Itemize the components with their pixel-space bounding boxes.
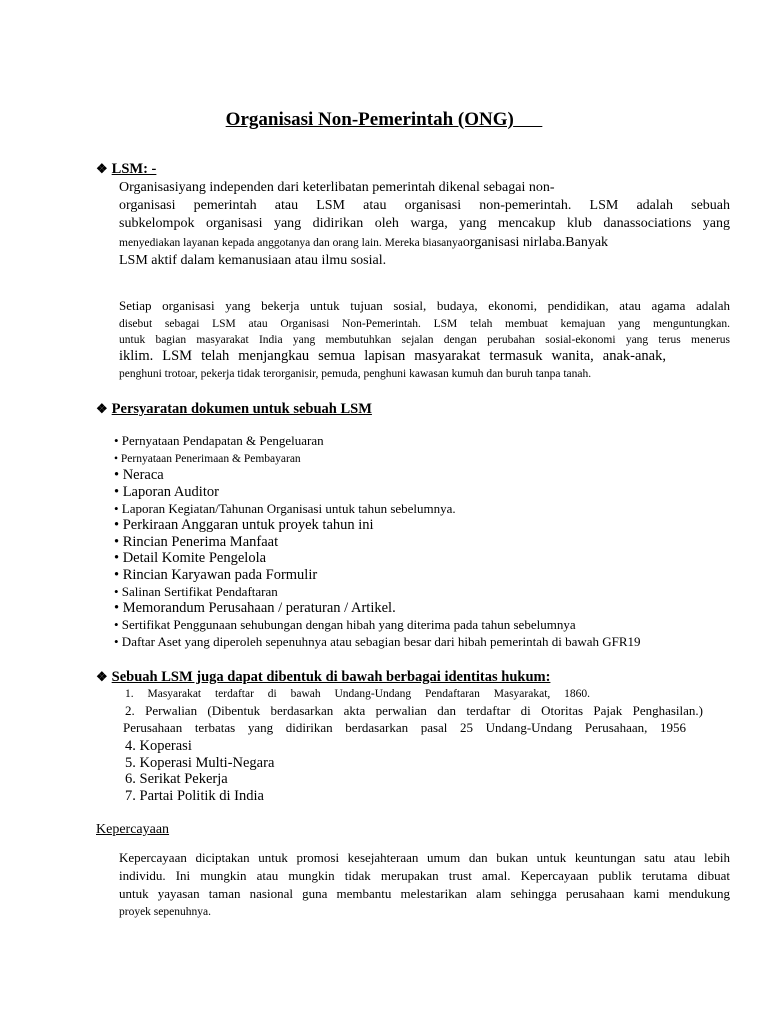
lsm-para2-line-1: Setiap organisasi yang bekerja untuk tujuan sosial, budaya, ekonomi, pendidikan, atau agama adalah [119,298,730,313]
legal-heading [96,669,550,686]
lsm-para2-line-5: penghuni trotoar, pekerja tidak terorganisir, pemuda, penghuni kawasan kumuh dan buruh tanpa tanah. [119,368,592,380]
lsm-line-2: organisasi pemerintah atau LSM atau organisasi non-pemerintah. LSM adalah sebuah [119,198,730,213]
lsm-para2-line-4: iklim. LSM telah menjangkau semua lapisan masyarakat termasuk wanita, anak-anak, [119,348,666,364]
diamond-bullet-icon: ❖ [96,401,108,416]
document-item: • Memorandum Perusahaan / peraturan / Artikel. [114,600,396,616]
lsm-line-3: subkelompok organisasi yang didirikan oleh warga, yang mencakup klub danassociations yang [119,216,730,231]
lsm-line-5: LSM aktif dalam kemanusiaan atau ilmu sosial. [119,253,387,268]
page-title: Organisasi Non-Pemerintah (ONG) [0,109,768,131]
trust-line-3: untuk yayasan taman nasional guna membantu melestarikan alam sehingga perusahaan kami mendukung [119,886,730,901]
document-item: • Detail Komite Pengelola [114,550,267,566]
legal-item: 5. Koperasi Multi-Negara [125,755,275,771]
document-item: • Sertifikat Penggunaan sehubungan dengan hibah yang diterima pada tahun sebelumnya [114,617,576,632]
diamond-bullet-icon: ❖ [96,161,108,176]
document-item: • Neraca [114,467,164,483]
title-underline-tail [514,109,543,130]
legal-item: 4. Koperasi [125,738,192,754]
legal-heading-text: Sebuah LSM juga dapat dibentuk di bawah berbagai identitas hukum: [111,669,551,685]
lsm-heading [96,161,156,178]
legal-item: 7. Partai Politik di India [125,788,264,804]
trust-line-4: proyek sepenuhnya. [119,906,211,918]
document-item: • Salinan Sertifikat Pendaftaran [114,584,278,599]
trust-line-1: Kepercayaan diciptakan untuk promosi kesejahteraan umum dan bukan untuk keuntungan satu atau lebih [119,850,730,865]
document-item: • Pernyataan Penerimaan & Pembayaran [114,453,301,465]
document-item: • Laporan Auditor [114,484,219,500]
document-item: • Pernyataan Pendapatan & Pengeluaran [114,433,324,448]
document-item: • Laporan Kegiatan/Tahunan Organisasi untuk tahun sebelumnya. [114,501,456,516]
legal-item: Perusahaan terbatas yang didirikan berdasarkan pasal 25 Undang-Undang Perusahaan, 1956 [123,720,686,735]
trust-line-2: individu. Ini mungkin atau mungkin tidak merupakan trust amal. Kepercayaan publik terutama dibuat [119,868,730,883]
documents-heading-text: Persyaratan dokumen untuk sebuah LSM [111,401,372,417]
trust-heading: Kepercayaan [96,822,170,837]
legal-item: 2. Perwalian (Dibentuk berdasarkan akta perwalian dan terdaftar di Otoritas Pajak Penghasilan.) [125,703,703,718]
document-item: • Rincian Karyawan pada Formulir [114,567,318,583]
legal-item: 1. Masyarakat terdaftar di bawah Undang-Undang Pendaftaran Masyarakat, 1860. [125,688,590,700]
document-item: • Rincian Penerima Manfaat [114,534,279,550]
lsm-para2-line-3: untuk bagian masyarakat India yang membutuhkan sejalan dengan perubahan sosial-ekonomi yang terus menerus [119,334,730,346]
lsm-para2-line-2: disebut sebagai LSM atau Organisasi Non-Pemerintah. LSM telah membuat kemajuan yang menguntungkan. [119,318,730,330]
document-item: • Perkiraan Anggaran untuk proyek tahun ini [114,517,374,533]
lsm-heading-text: LSM: - [111,161,157,177]
lsm-line-1: Organisasiyang independen dari keterlibatan pemerintah dikenal sebagai non- [119,180,555,195]
lsm-line-4: menyediakan layanan kepada anggotanya dan orang lain. Mereka biasanyaorganisasi nirlaba.Banyak [119,235,609,250]
documents-heading [96,401,372,418]
legal-item: 6. Serikat Pekerja [125,771,228,787]
diamond-bullet-icon: ❖ [96,669,108,684]
document-item: • Daftar Aset yang diperoleh sepenuhnya atau sebagian besar dari hibah pemerintah di bawah GFR19 [114,634,641,649]
